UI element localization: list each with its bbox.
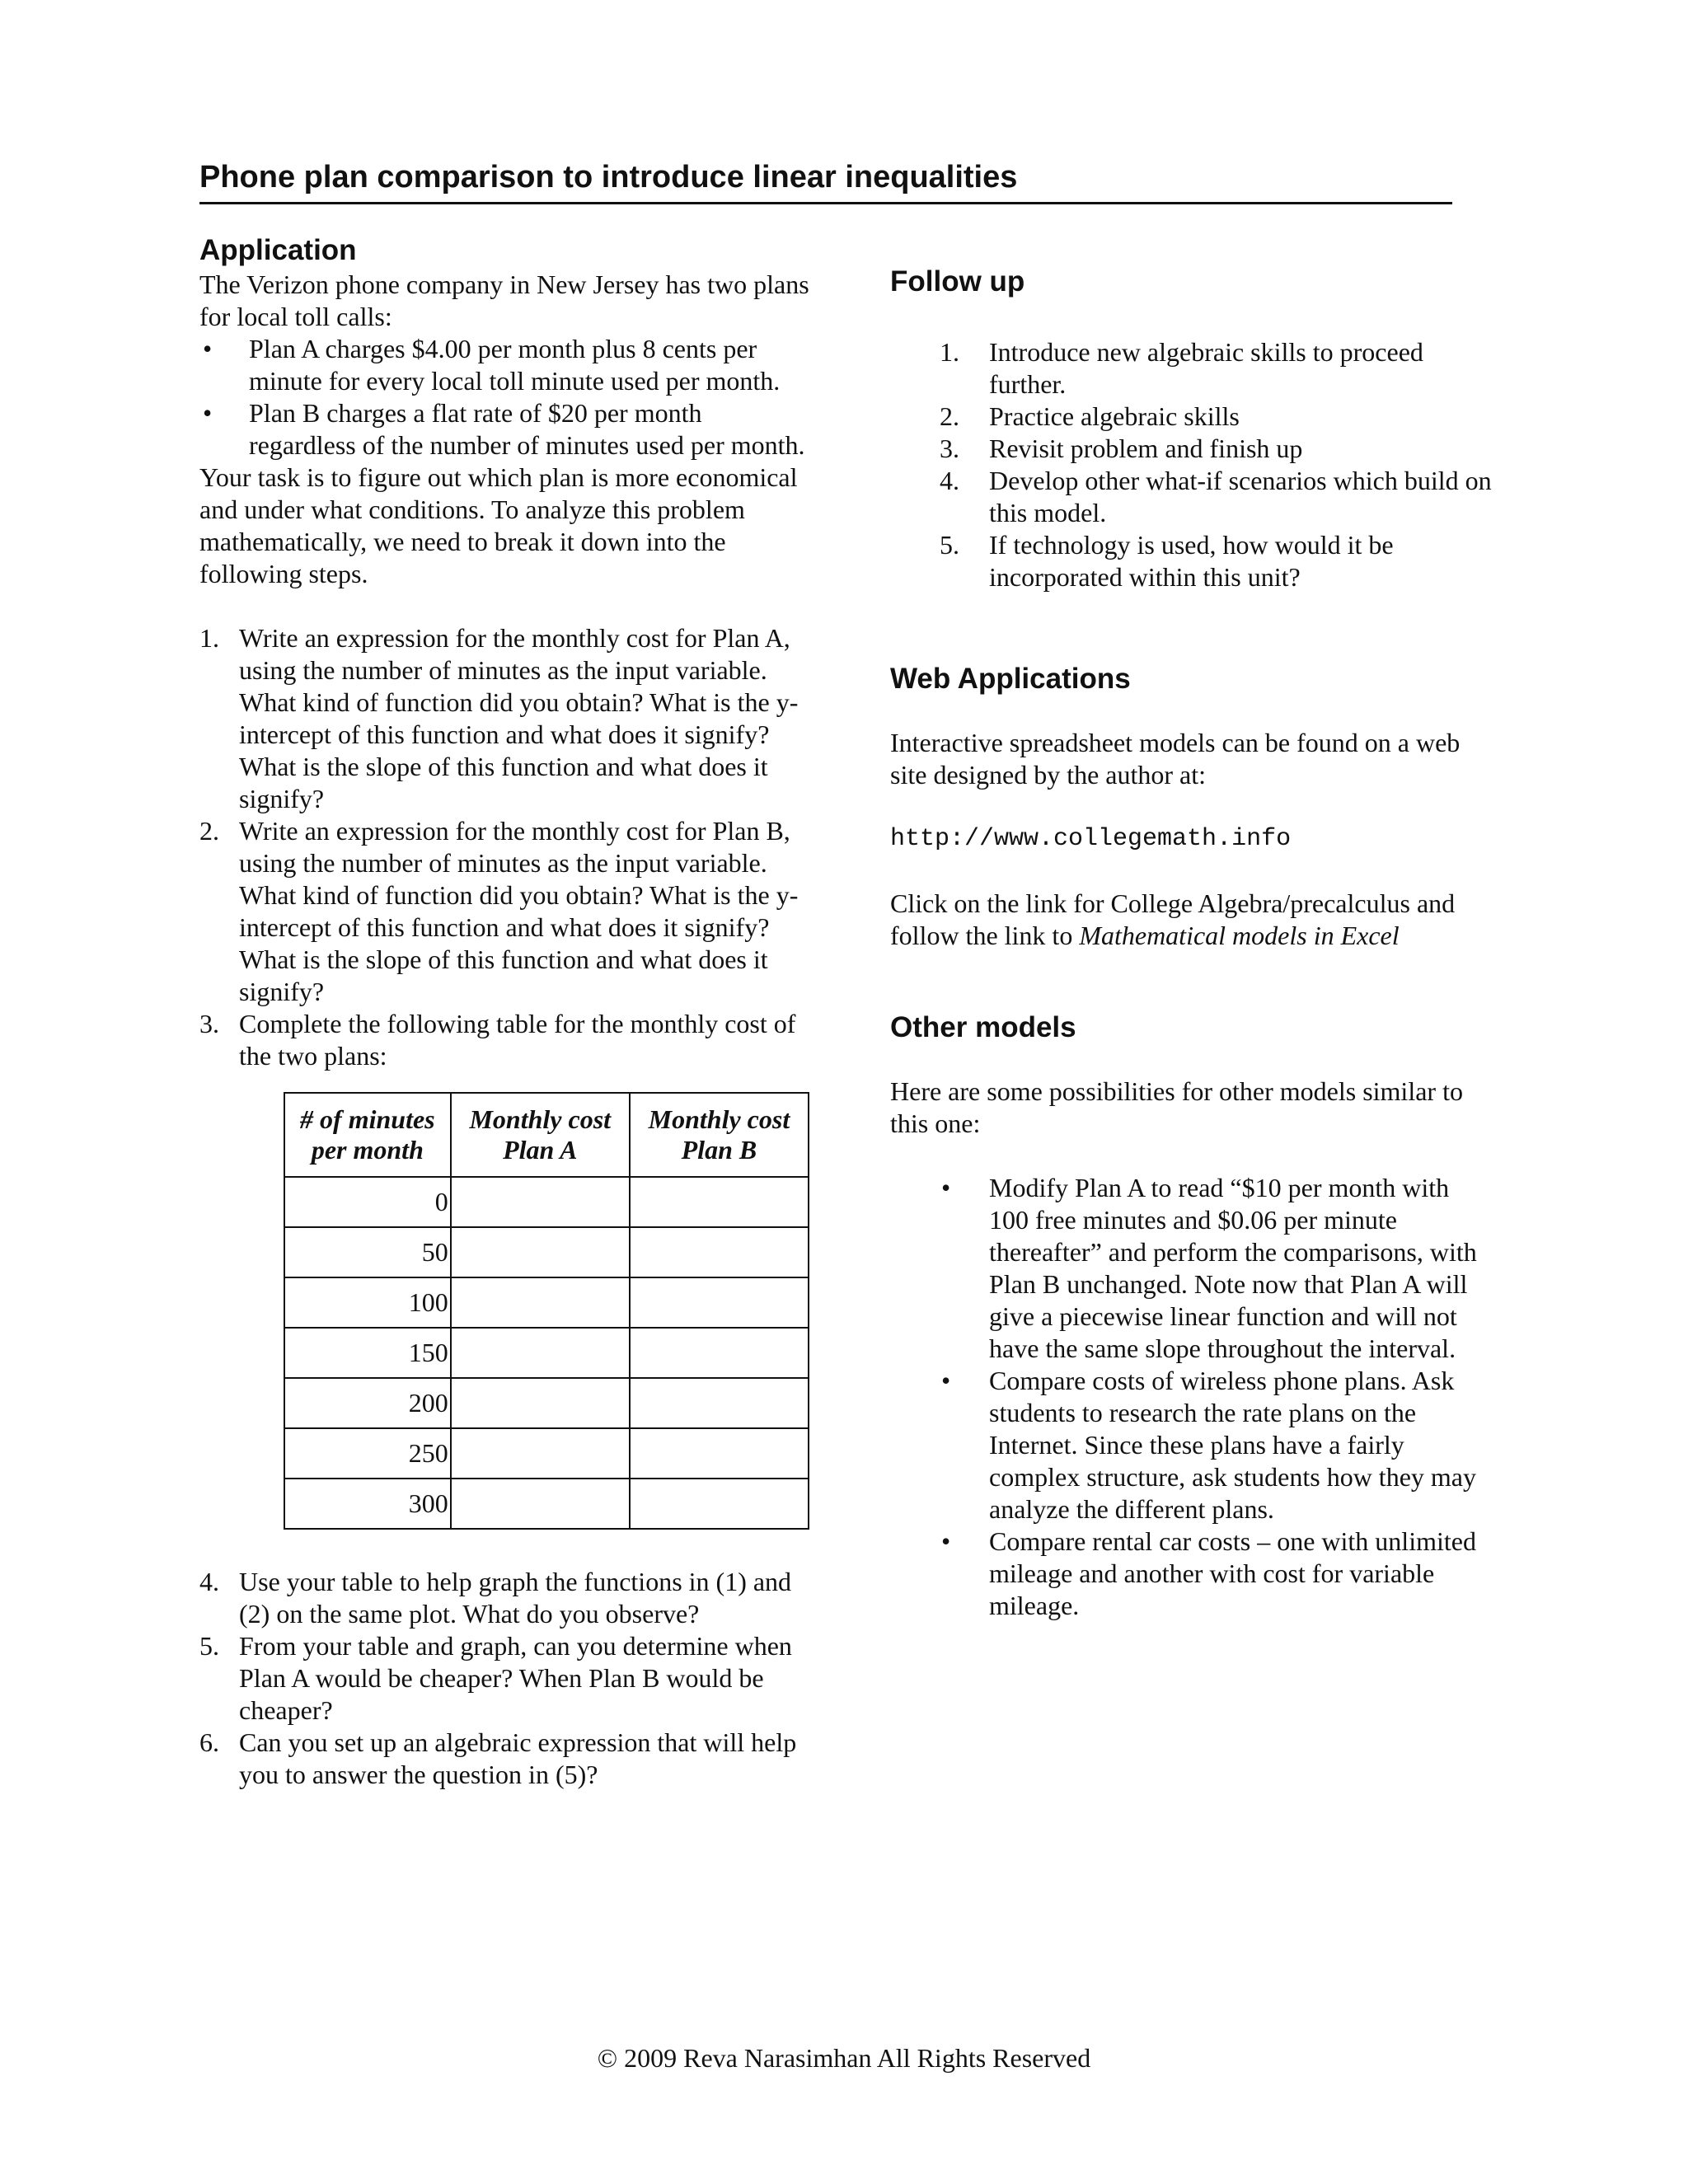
minutes-cell: 0: [284, 1177, 451, 1227]
step-item: [199, 1727, 809, 1791]
plan-item: [199, 333, 809, 397]
follow-up-text: Introduce new algebraic skills to proceed further.: [989, 337, 1423, 399]
bullet-marker: •: [203, 398, 213, 428]
other-models-list: [941, 1172, 1492, 1622]
minutes-cell: 250: [284, 1428, 451, 1479]
plan-item: [199, 397, 809, 462]
plan-a-cell[interactable]: [451, 1177, 630, 1227]
table-header-row: [284, 1093, 809, 1177]
web-applications-text: Interactive spreadsheet models can be found on a web site designed by the author at:: [890, 728, 1461, 790]
follow-up-item: [940, 465, 1492, 529]
other-models-heading: Other models: [890, 1011, 1076, 1043]
table-row: [284, 1177, 809, 1227]
minutes-cell: 200: [284, 1378, 451, 1428]
step-number: 5.: [199, 1631, 219, 1661]
item-number: 3.: [940, 434, 959, 463]
model-item: [941, 1172, 1492, 1365]
item-number: 5.: [940, 530, 959, 560]
spacer: [890, 952, 1492, 1010]
other-models-intro: Here are some possibilities for other models similar to this one:: [890, 1076, 1463, 1138]
step-list-continued: [199, 1566, 809, 1791]
click-instructions: Click on the link for College Algebra/precalculus and follow the link to Mathematical models in Excel: [890, 888, 1456, 950]
plan-a-cell[interactable]: [451, 1428, 630, 1479]
table-row: [284, 1428, 809, 1479]
task-paragraph: Your task is to figure out which plan is more economical and under what conditions. To analyze this problem mathematically, we need to break it down into the following steps.: [199, 462, 798, 588]
spacer: [890, 300, 1492, 336]
table-row: [284, 1227, 809, 1277]
title-rule: [199, 202, 1452, 204]
plan-b-cell[interactable]: [630, 1479, 809, 1529]
models-link[interactable]: Mathematical models in Excel: [1079, 921, 1400, 950]
model-item: [941, 1526, 1492, 1622]
minutes-cell: 100: [284, 1277, 451, 1328]
step-number: 2.: [199, 816, 219, 846]
cost-table-wrapper: [284, 1092, 809, 1530]
plan-a-cell[interactable]: [451, 1479, 630, 1529]
plan-list: [199, 333, 809, 462]
step-item: [199, 622, 809, 815]
plan-a-cell[interactable]: [451, 1227, 630, 1277]
step-text: Use your table to help graph the functions in (1) and (2) on the same plot. What do you observe?: [239, 1567, 792, 1629]
bullet-marker: •: [203, 334, 213, 363]
table-row: [284, 1378, 809, 1428]
application-intro: The Verizon phone company in New Jersey has two plans for local toll calls:: [199, 269, 809, 331]
step-item: [199, 1630, 809, 1727]
model-text: Modify Plan A to read “$10 per month with 100 free minutes and $0.06 per minute thereafter” and perform the comparisons, with Plan B unchanged. Note now that Plan A will give a piecewise linear function and will not have the same slope throughout the interval.: [989, 1173, 1477, 1363]
step-text: Can you set up an algebraic expression that will help you to answer the question in (5)?: [239, 1727, 797, 1789]
plan-a-cell[interactable]: [451, 1328, 630, 1378]
plan-text: Plan B charges a flat rate of $20 per month regardless of the number of minutes used per month.: [249, 398, 805, 460]
page-title: Phone plan comparison to introduce linear inequalities: [199, 160, 1018, 194]
plan-b-cell[interactable]: [630, 1428, 809, 1479]
follow-up-item: [940, 529, 1492, 593]
plan-b-cell[interactable]: [630, 1328, 809, 1378]
step-text: Write an expression for the monthly cost for Plan B, using the number of minutes as the input variable. What kind of function did you obtain? What is the y-intercept of this function and what does it signify? What is the slope of this function and what does it signify?: [239, 816, 799, 1006]
plan-b-cell[interactable]: [630, 1177, 809, 1227]
follow-up-item: [940, 433, 1492, 465]
plan-b-cell[interactable]: [630, 1378, 809, 1428]
minutes-cell: 150: [284, 1328, 451, 1378]
step-text: Complete the following table for the monthly cost of the two plans:: [239, 1009, 796, 1071]
model-text: Compare rental car costs – one with unlimited mileage and another with cost for variable mileage.: [989, 1526, 1476, 1620]
header-plan-b: Monthly cost Plan B: [630, 1093, 809, 1177]
step-number: 1.: [199, 623, 219, 653]
step-item: [199, 815, 809, 1008]
website-url-link[interactable]: http://www.collegemath.info: [890, 825, 1292, 853]
cost-table: [284, 1092, 809, 1530]
bullet-marker: •: [941, 1366, 951, 1395]
plan-a-cell[interactable]: [451, 1277, 630, 1328]
application-heading: Application: [199, 234, 357, 266]
right-column: [890, 264, 1492, 1622]
item-number: 1.: [940, 337, 959, 367]
table-row: [284, 1277, 809, 1328]
application-column: [199, 232, 809, 1791]
step-number: 4.: [199, 1567, 219, 1596]
follow-up-text: Practice algebraic skills: [989, 401, 1240, 431]
step-number: 6.: [199, 1727, 219, 1757]
spacer: [890, 791, 1492, 823]
model-item: [941, 1365, 1492, 1526]
web-applications-heading: Web Applications: [890, 663, 1131, 695]
minutes-cell: 50: [284, 1227, 451, 1277]
follow-up-text: Revisit problem and finish up: [989, 434, 1303, 463]
spacer: [890, 697, 1492, 727]
plan-a-cell[interactable]: [451, 1378, 630, 1428]
header-minutes: # of minutes per month: [284, 1093, 451, 1177]
step-item: [199, 1008, 809, 1072]
copyright-footer: © 2009 Reva Narasimhan All Rights Reserved: [597, 2043, 1091, 2073]
follow-up-text: If technology is used, how would it be incorporated within this unit?: [989, 530, 1394, 592]
spacer: [890, 1140, 1492, 1172]
model-text: Compare costs of wireless phone plans. Ask students to research the rate plans on the Internet. Since these plans have a fairly complex structure, ask students how they may analyze the different plans.: [989, 1366, 1476, 1524]
follow-up-heading: Follow up: [890, 265, 1025, 298]
follow-up-list: [940, 336, 1492, 593]
bullet-marker: •: [941, 1173, 951, 1202]
step-text: Write an expression for the monthly cost for Plan A, using the number of minutes as the input variable. What kind of function did you obtain? What is the y-intercept of this function and what does it signify? What is the slope of this function and what does it signify?: [239, 623, 799, 813]
item-number: 4.: [940, 466, 959, 495]
table-row: [284, 1479, 809, 1529]
follow-up-item: [940, 336, 1492, 401]
step-item: [199, 1566, 809, 1630]
minutes-cell: 300: [284, 1479, 451, 1529]
follow-up-item: [940, 401, 1492, 433]
step-number: 3.: [199, 1009, 219, 1038]
step-list: [199, 622, 809, 1072]
plan-text: Plan A charges $4.00 per month plus 8 cents per minute for every local toll minute used per month.: [249, 334, 781, 396]
spacer: [199, 590, 809, 622]
follow-up-text: Develop other what-if scenarios which build on this model.: [989, 466, 1492, 527]
plan-b-cell[interactable]: [630, 1227, 809, 1277]
header-plan-a: Monthly cost Plan A: [451, 1093, 630, 1177]
spacer: [890, 1046, 1492, 1076]
spacer: [890, 855, 1492, 888]
plan-b-cell[interactable]: [630, 1277, 809, 1328]
spacer: [890, 593, 1492, 661]
item-number: 2.: [940, 401, 959, 431]
step-text: From your table and graph, can you determine when Plan A would be cheaper? When Plan B would be cheaper?: [239, 1631, 792, 1725]
bullet-marker: •: [941, 1526, 951, 1556]
table-row: [284, 1328, 809, 1378]
